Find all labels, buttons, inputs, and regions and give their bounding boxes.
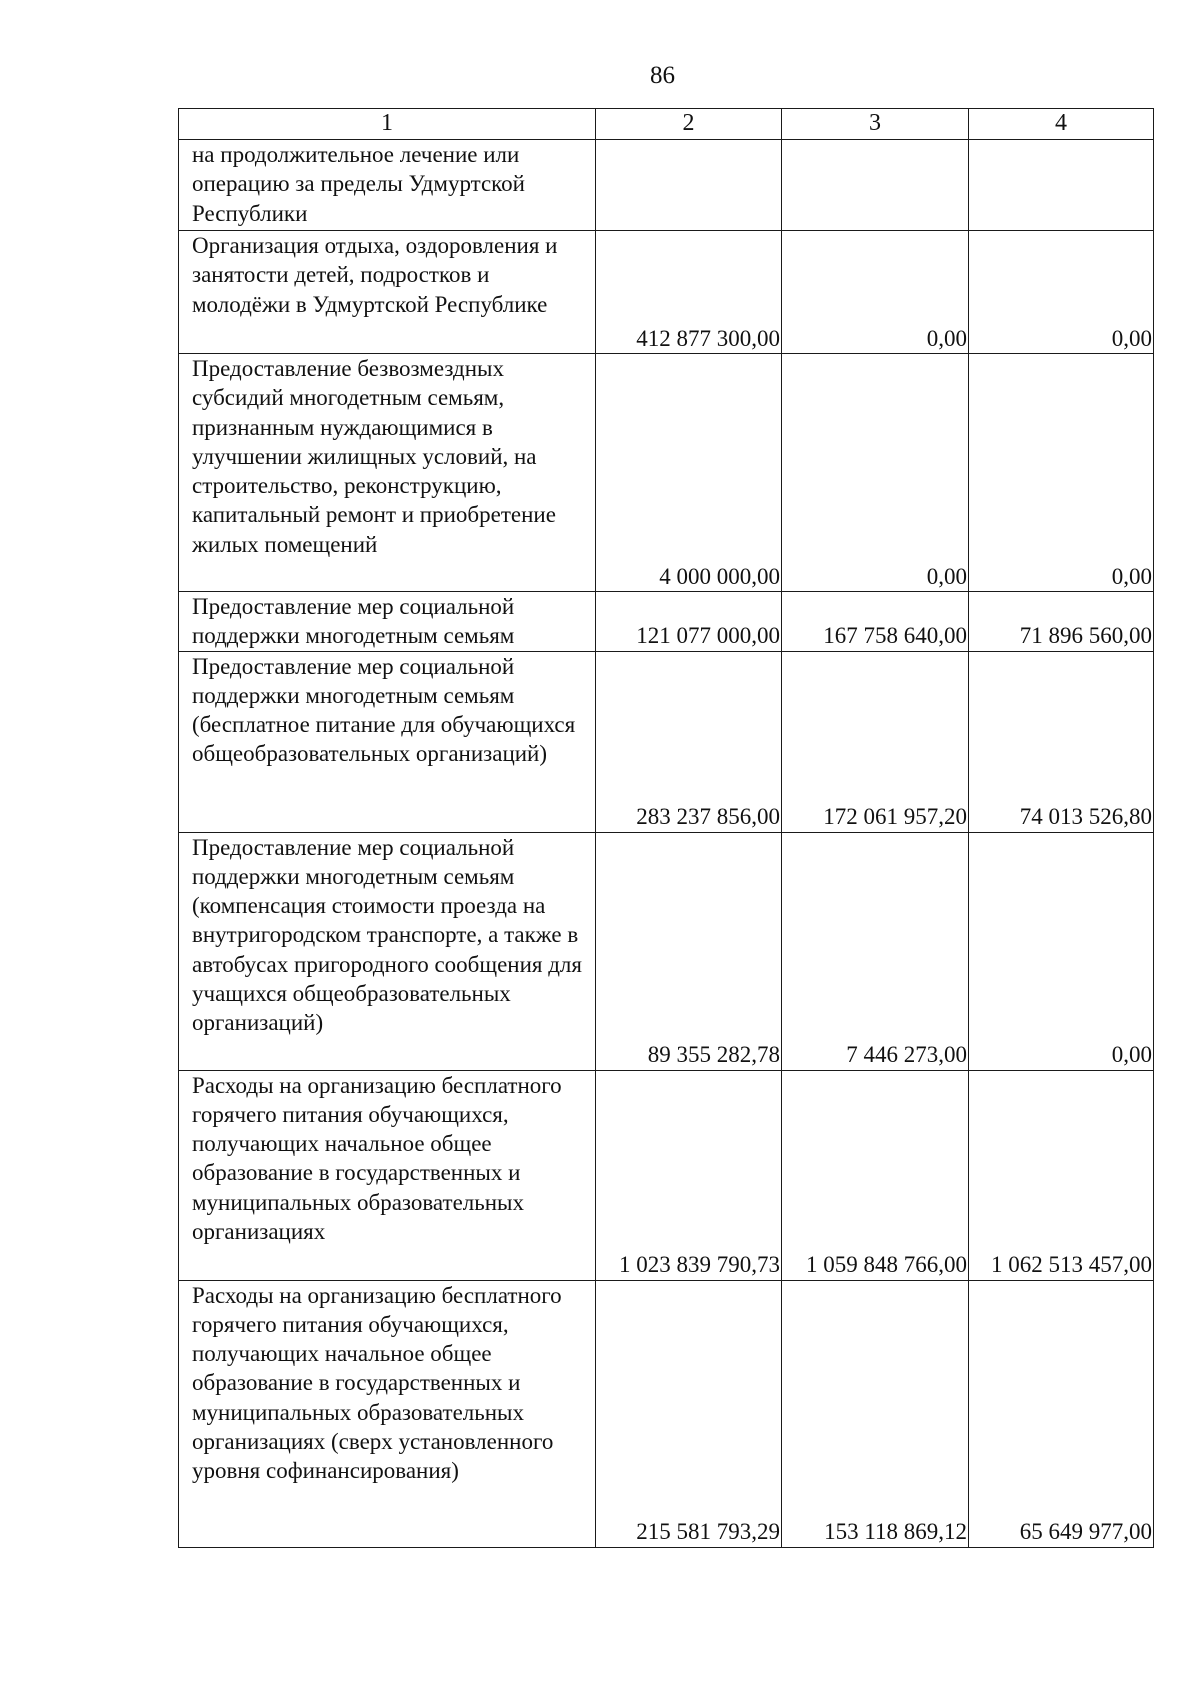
column-header-1: 1	[179, 109, 596, 140]
row-value-col3	[782, 140, 969, 231]
row-value-col2: 4 000 000,00	[596, 354, 782, 592]
row-name: Предоставление мер социальной поддержки многодетным семьям	[179, 592, 596, 652]
row-value-col2: 283 237 856,00	[596, 651, 782, 832]
column-header-3: 3	[782, 109, 969, 140]
row-name: Расходы на организацию бесплатного горячего питания обучающихся, получающих начальное общее образование в государственных и муниципальных образовательных организациях	[179, 1070, 596, 1280]
table-row	[179, 231, 1154, 354]
row-value-col4: 71 896 560,00	[969, 592, 1154, 652]
row-value-col3: 0,00	[782, 354, 969, 592]
table-row	[179, 592, 1154, 652]
row-value-col4: 65 649 977,00	[969, 1280, 1154, 1547]
row-value-col3: 167 758 640,00	[782, 592, 969, 652]
row-name: Предоставление мер социальной поддержки многодетным семьям (бесплатное питание для обучающихся общеобразовательных организаций)	[179, 651, 596, 832]
row-value-col2: 89 355 282,78	[596, 832, 782, 1070]
row-value-col3: 0,00	[782, 231, 969, 354]
page-number: 86	[650, 62, 675, 89]
table-row	[179, 354, 1154, 592]
row-value-col3: 7 446 273,00	[782, 832, 969, 1070]
row-value-col2: 215 581 793,29	[596, 1280, 782, 1547]
row-value-col4	[969, 140, 1154, 231]
column-header-4: 4	[969, 109, 1154, 140]
row-value-col2: 1 023 839 790,73	[596, 1070, 782, 1280]
budget-table	[178, 108, 1154, 1548]
table-row	[179, 1070, 1154, 1280]
row-value-col3: 172 061 957,20	[782, 651, 969, 832]
row-value-col3: 153 118 869,12	[782, 1280, 969, 1547]
table-row	[179, 1280, 1154, 1547]
row-name: на продолжительное лечение или операцию за пределы Удмуртской Республики	[179, 140, 596, 231]
table-row	[179, 651, 1154, 832]
row-name: Расходы на организацию бесплатного горячего питания обучающихся, получающих начальное общее образование в государственных и муниципальных образовательных организациях (сверх установленного уровня софинансирования)	[179, 1280, 596, 1547]
row-name: Организация отдыха, оздоровления и занятости детей, подростков и молодёжи в Удмуртской Республике	[179, 231, 596, 354]
row-value-col4: 0,00	[969, 832, 1154, 1070]
row-value-col4: 74 013 526,80	[969, 651, 1154, 832]
column-header-2: 2	[596, 109, 782, 140]
row-value-col4: 0,00	[969, 354, 1154, 592]
row-value-col3: 1 059 848 766,00	[782, 1070, 969, 1280]
table-row	[179, 140, 1154, 231]
row-name: Предоставление безвозмездных субсидий многодетным семьям, признанным нуждающимися в улучшении жилищных условий, на строительство, реконструкцию, капитальный ремонт и приобретение жилых помещений	[179, 354, 596, 592]
row-value-col2: 121 077 000,00	[596, 592, 782, 652]
table-header-row	[179, 109, 1154, 140]
row-value-col2: 412 877 300,00	[596, 231, 782, 354]
row-name: Предоставление мер социальной поддержки многодетным семьям (компенсация стоимости проезда на внутригородском транспорте, а также в автобусах пригородного сообщения для учащихся общеобразовательных организаций)	[179, 832, 596, 1070]
row-value-col4: 0,00	[969, 231, 1154, 354]
row-value-col4: 1 062 513 457,00	[969, 1070, 1154, 1280]
table-row	[179, 832, 1154, 1070]
row-value-col2	[596, 140, 782, 231]
